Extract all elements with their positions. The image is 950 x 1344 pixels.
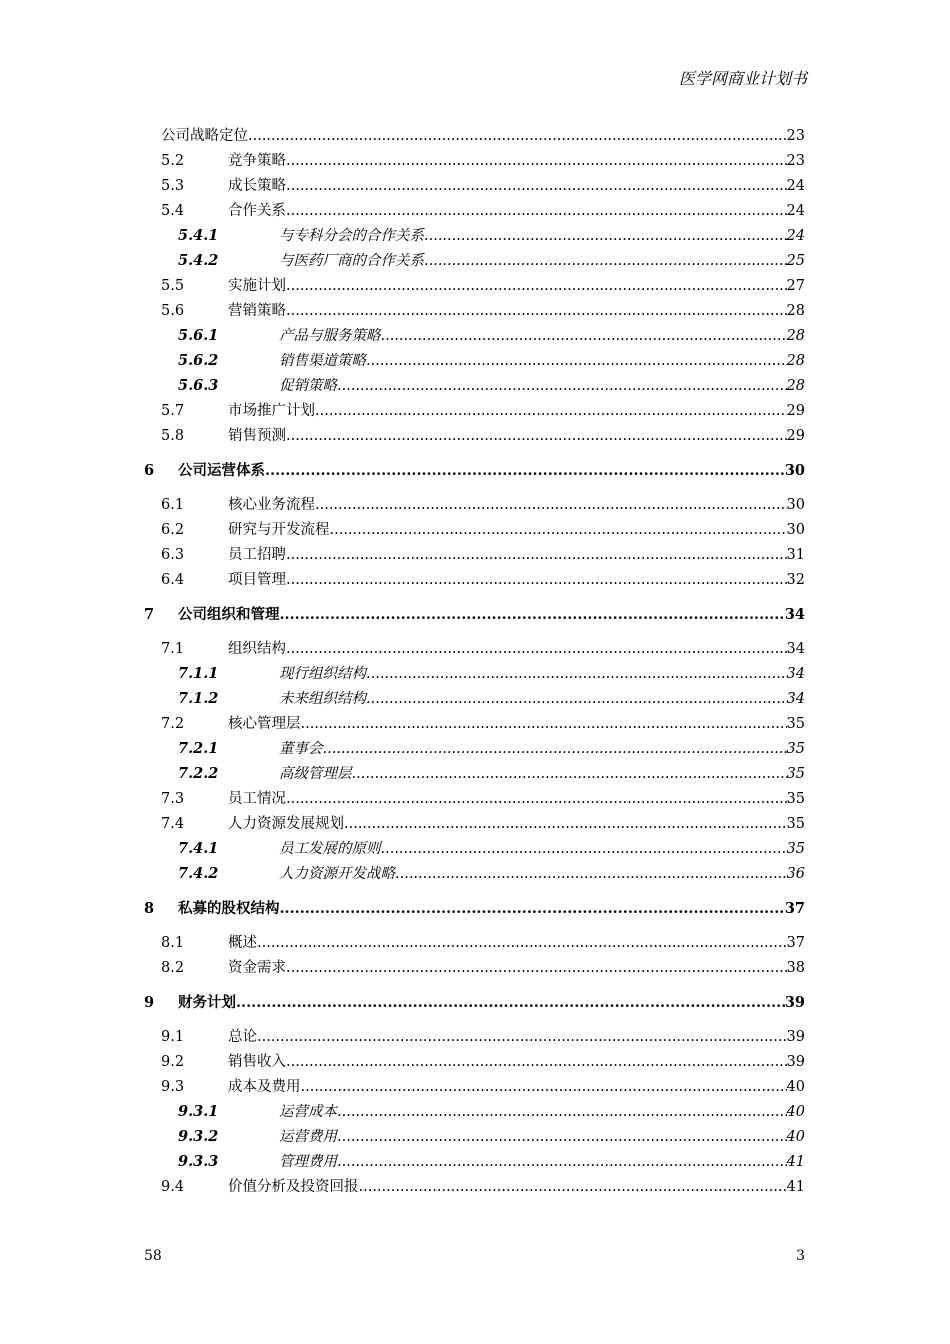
toc-entry[interactable] [0, 1176, 950, 1198]
toc-entry-title: 与医药厂商的合作关系 [279, 253, 424, 269]
toc-entry-number: 8.2 [161, 960, 185, 976]
toc-entry-page: 31 [786, 547, 805, 563]
toc-entry[interactable] [0, 838, 950, 860]
toc-entry-title: 现行组织结构 [279, 666, 366, 682]
toc-entry[interactable] [0, 957, 950, 979]
toc-entry-title: 公司运营体系 [178, 462, 265, 479]
toc-entry-page: 41 [786, 1154, 805, 1170]
dot-leader [352, 763, 787, 785]
toc-entry-page: 28 [786, 378, 805, 394]
dot-leader [381, 838, 787, 860]
toc-entry[interactable] [0, 713, 950, 735]
toc-entry-title: 运营成本 [279, 1104, 337, 1120]
toc-entry-title: 市场推广计划 [228, 403, 315, 419]
toc-entry[interactable] [0, 425, 950, 447]
toc-entry-page: 34 [786, 691, 805, 707]
toc-entry-title: 资金需求 [228, 960, 286, 976]
toc-entry-leader [279, 250, 805, 272]
toc-entry-page: 24 [786, 228, 805, 244]
toc-entry-page: 39 [784, 994, 805, 1011]
toc-entry-page: 35 [786, 791, 805, 807]
toc-entry-leader [279, 350, 805, 372]
toc-entry-number: 7 [144, 606, 155, 623]
toc-entry[interactable] [0, 225, 950, 247]
toc-entry[interactable] [0, 150, 950, 172]
toc-entry-number: 7.2.1 [178, 740, 219, 757]
dot-leader [366, 688, 787, 710]
toc-entry-title: 员工招聘 [228, 547, 286, 563]
dot-leader [286, 1051, 787, 1073]
toc-entry-number: 9.3.3 [178, 1153, 219, 1170]
toc-entry-leader [178, 604, 805, 626]
dot-leader [280, 898, 785, 920]
toc-entry[interactable] [0, 200, 950, 222]
toc-entry-title: 概述 [228, 935, 257, 951]
toc-entry-leader [228, 813, 805, 835]
toc-entry-page: 40 [786, 1129, 805, 1145]
toc-entry-leader [279, 1101, 805, 1123]
toc-entry-title: 管理费用 [279, 1154, 337, 1170]
toc-entry-leader [228, 519, 805, 541]
toc-entry[interactable] [0, 460, 950, 482]
dot-leader [315, 400, 787, 422]
toc-entry-page: 35 [786, 816, 805, 832]
toc-entry-leader [228, 544, 805, 566]
toc-entry-page: 28 [786, 353, 805, 369]
toc-entry-leader [279, 763, 805, 785]
toc-entry-number: 7.2 [161, 716, 185, 732]
dot-leader [301, 1076, 787, 1098]
toc-entry[interactable] [0, 325, 950, 347]
toc-entry-leader [279, 738, 805, 760]
dot-leader [286, 957, 787, 979]
dot-leader [248, 125, 787, 147]
toc-entry-page: 37 [784, 900, 805, 917]
toc-entry-number: 9 [144, 994, 155, 1011]
toc-entry-number: 7.2.2 [178, 765, 219, 782]
toc-entry-number: 6.2 [161, 522, 185, 538]
dot-leader [323, 738, 787, 760]
toc-entry-leader [228, 569, 805, 591]
toc-entry-title: 销售收入 [228, 1054, 286, 1070]
toc-entry-title: 私募的股权结构 [178, 900, 280, 917]
dot-leader [330, 519, 787, 541]
toc-entry[interactable] [0, 569, 950, 591]
dot-leader [337, 375, 787, 397]
toc-entry[interactable] [0, 400, 950, 422]
toc-entry-number: 7.1.2 [178, 690, 219, 707]
toc-entry-page: 35 [786, 716, 805, 732]
toc-entry-leader [228, 1076, 805, 1098]
toc-entry[interactable] [0, 175, 950, 197]
toc-entry-leader [228, 638, 805, 660]
toc-entry-page: 41 [786, 1179, 805, 1195]
dot-leader [359, 1176, 787, 1198]
toc-entry-leader [279, 225, 805, 247]
toc-entry-number: 6 [144, 462, 155, 479]
toc-entry[interactable] [0, 375, 950, 397]
toc-entry-page: 38 [786, 960, 805, 976]
toc-entry-number: 5.3 [161, 178, 185, 194]
toc-entry-title: 成长策略 [228, 178, 286, 194]
dot-leader [286, 569, 787, 591]
document-header-title: 医学网商业计划书 [678, 69, 807, 88]
toc-entry[interactable] [0, 275, 950, 297]
toc-entry-page: 39 [786, 1029, 805, 1045]
toc-entry-number: 5.4.1 [178, 227, 219, 244]
toc-entry-title: 人力资源开发战略 [279, 866, 395, 882]
toc-entry[interactable] [0, 494, 950, 516]
toc-entry-number: 8.1 [161, 935, 185, 951]
toc-entry-title: 实施计划 [228, 278, 286, 294]
toc-entry-title: 董事会 [279, 741, 323, 757]
page-number: 3 [796, 1248, 805, 1264]
dot-leader [286, 275, 787, 297]
toc-entry-number: 5.6.2 [178, 352, 219, 369]
toc-entry-page: 37 [786, 935, 805, 951]
toc-entry[interactable] [0, 788, 950, 810]
toc-entry-leader [228, 1176, 805, 1198]
toc-entry-number: 7.3 [161, 791, 185, 807]
toc-entry-page: 23 [786, 153, 805, 169]
toc-entry[interactable] [0, 1051, 950, 1073]
toc-entry-leader [228, 150, 805, 172]
toc-entry-leader [228, 1051, 805, 1073]
toc-entry-page: 28 [786, 328, 805, 344]
toc-entry-leader [279, 325, 805, 347]
toc-entry-page: 36 [786, 866, 805, 882]
toc-entry[interactable] [0, 863, 950, 885]
toc-entry-leader [279, 1126, 805, 1148]
toc-entry[interactable] [0, 638, 950, 660]
toc-entry-page: 34 [784, 606, 805, 623]
dot-leader [337, 1151, 787, 1173]
toc-entry-title: 成本及费用 [228, 1079, 301, 1095]
toc-entry-leader [228, 300, 805, 322]
toc-entry-number: 7.4 [161, 816, 185, 832]
toc-entry-number: 5.5 [161, 278, 185, 294]
dot-leader [286, 150, 787, 172]
toc-entry-number: 5.8 [161, 428, 185, 444]
toc-entry-leader [279, 863, 805, 885]
toc-entry[interactable] [0, 604, 950, 626]
toc-entry-title: 运营费用 [279, 1129, 337, 1145]
toc-entry-leader [228, 425, 805, 447]
toc-entry-number: 5.4 [161, 203, 185, 219]
toc-entry-page: 27 [786, 278, 805, 294]
toc-entry-page: 24 [786, 203, 805, 219]
dot-leader [337, 1126, 787, 1148]
toc-entry-title: 人力资源发展规划 [228, 816, 344, 832]
toc-entry-title: 与专科分会的合作关系 [279, 228, 424, 244]
toc-entry[interactable] [0, 350, 950, 372]
toc-entry-number: 8 [144, 900, 155, 917]
toc-entry-number: 6.1 [161, 497, 185, 513]
toc-entry[interactable] [0, 932, 950, 954]
toc-entry-title: 核心管理层 [228, 716, 301, 732]
dot-leader [286, 544, 787, 566]
toc-entry[interactable] [0, 1101, 950, 1123]
dot-leader [366, 350, 787, 372]
toc-entry[interactable] [0, 1151, 950, 1173]
dot-leader [424, 250, 787, 272]
toc-entry[interactable] [0, 1026, 950, 1048]
dot-leader [301, 713, 787, 735]
toc-entry-page: 24 [786, 178, 805, 194]
toc-entry[interactable] [0, 544, 950, 566]
footer-left-number: 58 [144, 1248, 162, 1264]
toc-entry-page: 29 [786, 403, 805, 419]
dot-leader [257, 932, 787, 954]
toc-entry-title: 未来组织结构 [279, 691, 366, 707]
toc-entry-title: 产品与服务策略 [279, 328, 381, 344]
toc-entry-number: 6.4 [161, 572, 185, 588]
toc-entry[interactable] [0, 738, 950, 760]
dot-leader [286, 425, 787, 447]
toc-entry-number: 5.2 [161, 153, 185, 169]
toc-entry-leader [178, 460, 805, 482]
toc-entry-number: 7.4.1 [178, 840, 219, 857]
toc-entry-title: 员工情况 [228, 791, 286, 807]
toc-entry[interactable] [0, 992, 950, 1014]
toc-entry-title: 研究与开发流程 [228, 522, 330, 538]
dot-leader [286, 788, 787, 810]
toc-entry-page: 29 [786, 428, 805, 444]
toc-entry-leader [279, 663, 805, 685]
toc-entry-title: 竞争策略 [228, 153, 286, 169]
toc-entry-number: 5.4.2 [178, 252, 219, 269]
toc-entry-leader [228, 1026, 805, 1048]
toc-entry-number: 6.3 [161, 547, 185, 563]
dot-leader [344, 813, 787, 835]
toc-entry-title: 公司组织和管理 [178, 606, 280, 623]
toc-entry-page: 35 [786, 841, 805, 857]
toc-entry-title: 核心业务流程 [228, 497, 315, 513]
toc-entry-leader [228, 400, 805, 422]
dot-leader [424, 225, 787, 247]
toc-entry-number: 9.3 [161, 1079, 185, 1095]
toc-entry-number: 5.6.3 [178, 377, 219, 394]
toc-entry-leader [228, 200, 805, 222]
toc-entry-title: 员工发展的原则 [279, 841, 381, 857]
toc-entry-leader [228, 957, 805, 979]
toc-entry-page: 32 [786, 572, 805, 588]
toc-entry-number: 7.1 [161, 641, 185, 657]
toc-entry-number: 9.3.1 [178, 1103, 219, 1120]
toc-entry-title: 组织结构 [228, 641, 286, 657]
toc-entry[interactable] [0, 898, 950, 920]
dot-leader [286, 175, 787, 197]
toc-entry[interactable] [0, 663, 950, 685]
toc-entry-page: 34 [786, 666, 805, 682]
toc-entry-title: 高级管理层 [279, 766, 352, 782]
toc-entry[interactable] [0, 250, 950, 272]
toc-entry-page: 23 [786, 128, 805, 144]
toc-entry-leader [279, 688, 805, 710]
toc-entry[interactable] [0, 688, 950, 710]
toc-entry[interactable] [0, 300, 950, 322]
dot-leader [265, 460, 785, 482]
toc-entry-title: 总论 [228, 1029, 257, 1045]
toc-entry-leader [178, 992, 805, 1014]
dot-leader [286, 638, 787, 660]
toc-entry-number: 9.2 [161, 1054, 185, 1070]
toc-entry-page: 40 [786, 1079, 805, 1095]
toc-entry-number: 9.4 [161, 1179, 185, 1195]
toc-entry-leader [279, 838, 805, 860]
toc-entry-leader [228, 494, 805, 516]
toc-entry-leader [228, 713, 805, 735]
toc-entry-title: 销售预测 [228, 428, 286, 444]
dot-leader [366, 663, 787, 685]
toc-entry-page: 35 [786, 741, 805, 757]
dot-leader [286, 200, 787, 222]
toc-entry-page: 40 [786, 1104, 805, 1120]
dot-leader [381, 325, 787, 347]
toc-entry-title: 价值分析及投资回报 [228, 1179, 359, 1195]
toc-entry-title: 财务计划 [178, 994, 236, 1011]
dot-leader [286, 300, 787, 322]
toc-entry-leader [178, 898, 805, 920]
toc-entry-number: 7.4.2 [178, 865, 219, 882]
toc-entry-leader [279, 1151, 805, 1173]
toc-entry-leader [228, 175, 805, 197]
toc-entry-page: 35 [786, 766, 805, 782]
toc-entry-number: 5.7 [161, 403, 185, 419]
toc-entry-leader [228, 275, 805, 297]
toc-entry[interactable] [0, 763, 950, 785]
toc-entry-title: 促销策略 [279, 378, 337, 394]
dot-leader [280, 604, 785, 626]
toc-entry-page: 25 [786, 253, 805, 269]
toc-entry-page: 30 [786, 497, 805, 513]
toc-entry-leader [228, 788, 805, 810]
toc-entry-title: 营销策略 [228, 303, 286, 319]
toc-entry-page: 28 [786, 303, 805, 319]
dot-leader [395, 863, 787, 885]
toc-entry-leader [161, 125, 805, 147]
toc-entry[interactable] [0, 813, 950, 835]
toc-entry-page: 30 [786, 522, 805, 538]
toc-entry-number: 9.3.2 [178, 1128, 219, 1145]
toc-entry[interactable] [0, 125, 950, 147]
toc-entry[interactable] [0, 1126, 950, 1148]
toc-entry-page: 30 [784, 462, 805, 479]
toc-entry-page: 34 [786, 641, 805, 657]
toc-entry-page: 39 [786, 1054, 805, 1070]
toc-entry-title: 项目管理 [228, 572, 286, 588]
toc-entry-title: 合作关系 [228, 203, 286, 219]
toc-entry-number: 7.1.1 [178, 665, 219, 682]
toc-entry[interactable] [0, 1076, 950, 1098]
toc-entry-leader [279, 375, 805, 397]
toc-entry-number: 9.1 [161, 1029, 185, 1045]
dot-leader [257, 1026, 787, 1048]
dot-leader [236, 992, 785, 1014]
dot-leader [337, 1101, 787, 1123]
toc-entry-number: 5.6.1 [178, 327, 219, 344]
toc-entry-number: 5.6 [161, 303, 185, 319]
toc-entry-title: 销售渠道策略 [279, 353, 366, 369]
toc-entry-leader [228, 932, 805, 954]
dot-leader [315, 494, 787, 516]
toc-entry-title: 公司战略定位 [161, 128, 248, 144]
toc-entry[interactable] [0, 519, 950, 541]
